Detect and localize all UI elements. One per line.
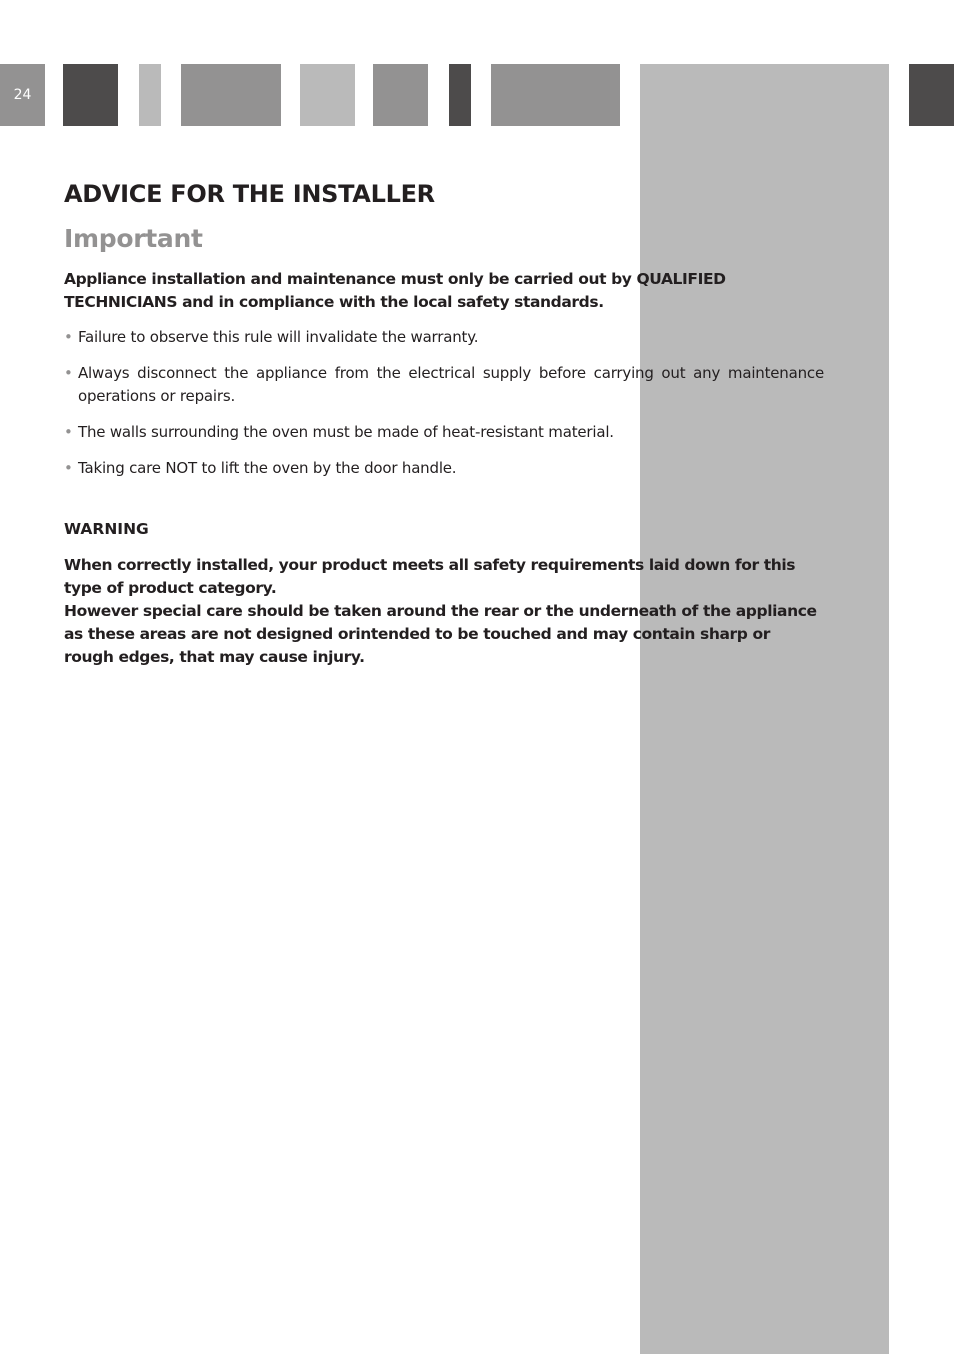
header-band-block [449,64,471,126]
list-item [64,421,824,444]
page-title: ADVICE FOR THE INSTALLER [64,180,435,208]
list-item [64,362,824,408]
bullet-icon: • [64,459,73,477]
header-band-block [373,64,428,126]
header-band-block [300,64,355,126]
bullet-icon: • [64,423,73,441]
section-subtitle: Important [64,224,203,253]
list-item-text: Taking care NOT to lift the oven by the door handle. [78,459,457,477]
list-item-text: The walls surrounding the oven must be made of heat-resistant material. [78,423,614,441]
warning-paragraph: However special care should be taken around the rear or the underneath of the appliance as these areas are not designed orintended to be touched and may contain sharp or rough edges, that may cause injury. [64,602,817,666]
warning-heading: WARNING [64,520,149,538]
header-band-block [909,64,954,126]
bullet-icon: • [64,364,73,382]
warning-body [64,554,824,669]
header-band-block [491,64,620,126]
header-band-block [63,64,118,126]
header-band-block [139,64,161,126]
lead-paragraph: Appliance installation and maintenance must only be carried out by QUALIFIED TECHNICIANS and in compliance with the local safety standards. [64,270,726,311]
main-content [64,178,824,669]
bullet-list [64,326,824,480]
list-item-text: Always disconnect the appliance from the electrical supply before carrying out any maintenance operations or repairs. [78,364,824,405]
warning-paragraph: When correctly installed, your product meets all safety requirements laid down for this type of product category. [64,556,796,597]
page-number: 24 [0,64,45,126]
list-item [64,326,824,349]
list-item [64,457,824,480]
header-band-block [181,64,281,126]
bullet-icon: • [64,328,73,346]
list-item-text: Failure to observe this rule will invalidate the warranty. [78,328,479,346]
